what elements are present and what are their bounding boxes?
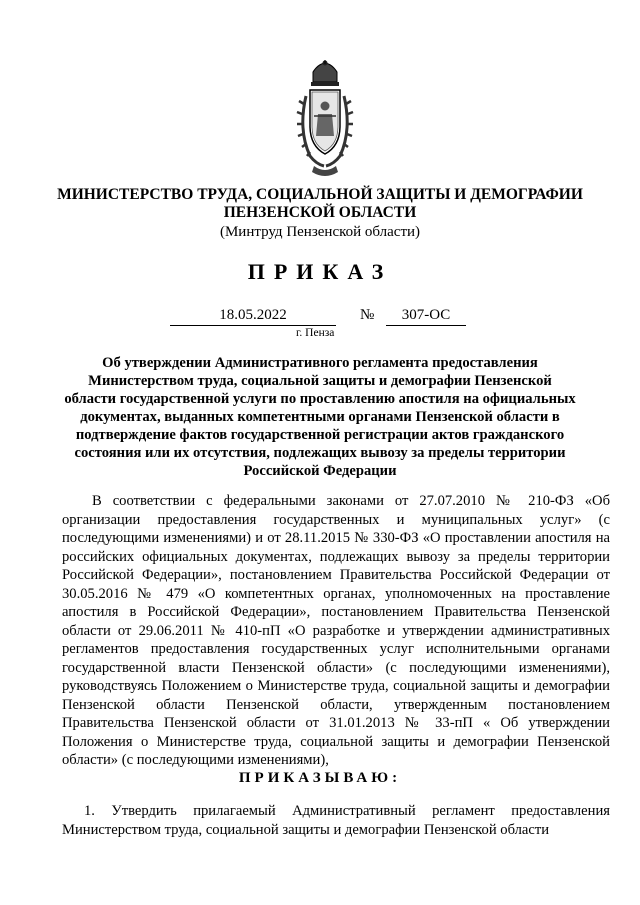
order-title: ПРИКАЗ	[247, 259, 393, 284]
document-title: Об утверждении Административного регламента предоставления Министерством труда, социальной защиты и демографии Пензенской области государственной услуги по проставлению апостиля на официальных документах, выданных компетентными органами Пензенской области в подтверждение фактов государственной регистрации актов гражданского состояния или их отсутствия, подлежащих вывозу за пределы территории Российской Федерации	[64, 355, 576, 479]
order-date: 18.05.2022	[170, 306, 336, 326]
preamble-paragraph: В соответствии с федеральными законами от 27.07.2010 № 210-ФЗ «Об организации предоставления государственных и муниципальных услуг» (с последующими изменениями) и от 28.11.2015 № 330-ФЗ «О проставлении апостиля на российских официальных документах, подлежащих вывозу за пределы территории Российской Федерации», постановлением Правительства Российской Федерации от 30.05.2016 № 479 «О компетентных органах, уполномоченных на проставление апостиля в Российской Федерации», постановлением Правительства Пензенской области от 29.06.2011 № 410-пП «О разработке и утверждении административных регламентов предоставления государственных услуг исполнительными органами государственной власти Пензенской области» (с последующими изменениями), руководствуясь Положением о Министерстве труда, социальной защиты и демографии Пензенской области Пензенской области, утвержденным постановлением Правительства Пензенской области от 31.01.2013 № 33-пП « Об утверждении Положения о Министерстве труда, социальной защиты и демографии Пензенской области» (с последующими изменениями),	[62, 493, 610, 768]
order-item-1: 1. Утвердить прилагаемый Административный регламент предоставления Министерством труда, социальной защиты и демографии Пензенской области	[62, 803, 610, 838]
issue-city: г. Пенза	[296, 327, 335, 339]
ministry-name-line-2: ПЕНЗЕНСКОЙ ОБЛАСТИ	[223, 204, 417, 221]
order-number: 307-ОС	[386, 306, 466, 326]
number-sign: №	[360, 307, 375, 323]
ministry-name-line-1: МИНИСТЕРСТВО ТРУДА, СОЦИАЛЬНОЙ ЗАЩИТЫ И ДЕМОГРАФИИ	[57, 186, 583, 203]
decree-heading: ПРИКАЗЫВАЮ:	[238, 770, 402, 786]
ministry-short-name: (Минтруд Пензенской области)	[219, 224, 421, 240]
coat-of-arms-icon	[296, 60, 354, 180]
